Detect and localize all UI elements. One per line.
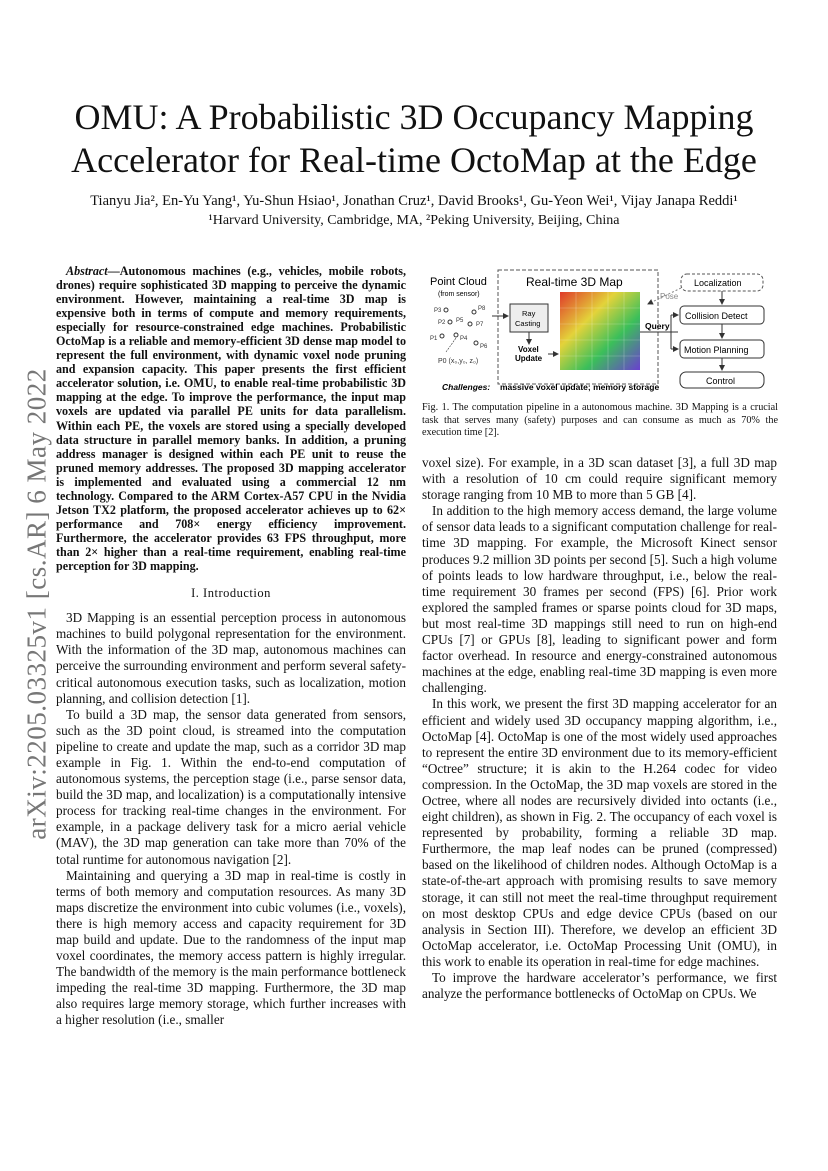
- ray-casting-label-1: Ray: [522, 309, 536, 318]
- intro-paragraph-3: Maintaining and querying a 3D map in real-time is costly in terms of both memory and computation resources. As many 3D maps discretize the environment into cubic volumes (i.e., voxels), there is high memory access and capacity requirement for 3D map build and update. Due to the randomness of the input map voxel coordinates, the memory access pattern is highly irregular. The bandwidth of the memory is the main performance bottleneck impeding the real-time 3D mapping. Furthermore, the 3D map also requires large memory storage, which further increases with a higher resolution (i.e., smaller: [56, 867, 406, 1028]
- from-sensor-label: (from sensor): [438, 291, 480, 298]
- figure-1-pipeline: [426, 268, 776, 398]
- pipeline-diagram: [426, 268, 776, 398]
- author-list: Tianyu Jia², En-Yu Yang¹, Yu-Shun Hsiao¹, Jonathan Cruz¹, David Brooks¹, Gu-Yeon Wei¹, Vijay Janapa Reddi¹: [90, 193, 738, 209]
- query-label: Query: [645, 321, 670, 331]
- voxel-update-label-2: Update: [515, 354, 543, 363]
- collision-detect-label: Collision Detect: [685, 311, 748, 321]
- point-label-p5: P5: [456, 318, 464, 324]
- point-marker: [448, 320, 452, 324]
- point-label-p7: P7: [476, 322, 484, 328]
- figure-1-caption: Fig. 1. The computation pipeline in a autonomous machine. 3D Mapping is a crucial task that serves many (safety) purposes and can consume as much as 70% the execution time [2].: [422, 402, 778, 439]
- arxiv-identifier: arXiv:2205.03325v1 [cs.AR] 6 May 2022: [21, 368, 52, 840]
- abstract-label: Abstract: [66, 264, 108, 278]
- origin-label: P0 (x₀,y₀, z₀): [438, 358, 479, 365]
- map-title: Real-time 3D Map: [526, 275, 623, 289]
- right-paragraph-2: In addition to the high memory access demand, the large volume of sensor data leads to a significant computation challenge for real-time 3D mapping. For example, the Microsoft Kinect sensor produces 9.2 million 3D points per second [5]. Such a high volume of points leads to low hardware throughput, i.e., below the real-time requirement 30 frames per second (FPS) [6]. Prior work explored the sampled frames or sparse points cloud for 3D maps, but most real-time 3D mappings still need to run on high-end CPUs [7] or GPUs [8], leading to significant power and form factor overhead. In resource and energy-constrained autonomous machines at the edge, enabling real-time 3D mapping is even more challenging.: [422, 503, 777, 696]
- point-label-p4: P4: [460, 336, 468, 342]
- voxel-update-label-1: Voxel: [518, 345, 539, 354]
- ray-casting-label-2: Casting: [515, 319, 541, 328]
- challenge-text: massive voxel update; memory storage: [500, 382, 660, 392]
- right-paragraph-3: In this work, we present the first 3D mapping accelerator for an efficient and widely used 3D occupancy mapping algorithm, i.e., OctoMap [4]. OctoMap is one of the most widely used approaches to represent the entire 3D environment due to its memory-efficient “Octree” structure; it is akin to the H.264 codec for video compression. In the OctoMap, the 3D map voxels are stored in the Octree, where all nodes are recursively divided into octants (i.e., eight children), as shown in Fig. 2. The occupancy of each voxel is represented by probability, forming a reliable 3D map. Furthermore, the map leaf nodes can be pruned (compressed) based on the likelihood of children nodes. Although OctoMap is a state-of-the-art approach with promising results to save memory storage, it can still not meet the real-time throughput requirement on most desktop CPUs and edge device CPUs (based on our analysis in Section III). Therefore, we develop an efficient 3D OctoMap accelerator, i.e. OctoMap Processing Unit (OMU), in this work to enable its operation in real-time for edge machines.: [422, 696, 777, 969]
- localization-label: Localization: [694, 278, 742, 288]
- intro-paragraph-1: 3D Mapping is an essential perception process in autonomous machines to build polygonal representation for the environment. With the information of the 3D map, autonomous machines can perceive the surrounding environment and perform several safety-critical autonomous execution tasks, such as localization, motion planning, and collision detection [1].: [56, 610, 406, 706]
- challenge-label: Challenges:: [442, 382, 491, 392]
- affiliations: ¹Harvard University, Cambridge, MA, ²Peking University, Beijing, China: [208, 213, 620, 228]
- point-label-p8: P8: [478, 306, 486, 312]
- control-label: Control: [706, 376, 736, 386]
- point-marker: [454, 333, 458, 337]
- abstract: [56, 264, 406, 573]
- point-marker: [474, 341, 478, 345]
- point-label-p3: P3: [434, 308, 442, 314]
- point-marker: [468, 322, 472, 326]
- right-paragraph-1: voxel size). For example, in a 3D scan dataset [3], a full 3D map with a resolution of 10 cm could require significant memory storage ranging from 10 MB to more than 5 GB [4].: [422, 455, 777, 503]
- paper-title: OMU: A Probabilistic 3D Occupancy Mapping Accelerator for Real-time OctoMap at the Edge: [71, 97, 757, 180]
- motion-planning-label: Motion Planning: [684, 345, 749, 355]
- point-marker: [444, 308, 448, 312]
- point-marker: [440, 334, 444, 338]
- point-marker: [472, 310, 476, 314]
- point-label-p2: P2: [438, 320, 446, 326]
- point-cloud-label: Point Cloud: [430, 276, 487, 288]
- pose-label: Pose: [660, 292, 679, 301]
- right-column: [422, 455, 777, 1002]
- map-visualization: [560, 292, 640, 370]
- intro-paragraph-2: To build a 3D map, the sensor data generated from sensors, such as the 3D point cloud, is streamed into the computation pipeline to create and update the map, such as a corridor 3D map example in Fig. 1. Within the end-to-end computation of autonomous systems, the perception stage (i.e., parse sensor data, build the 3D map, and localization) is a computationally intensive process for tracking real-time changes in the environment. For example, in a package delivery task for a micro aerial vehicle (MAV), the 3D map generation can take more than 70% of the total runtime for autonomous navigation [2].: [56, 706, 406, 867]
- right-paragraph-4: To improve the hardware accelerator’s performance, we first analyze the performance bottlenecks of OctoMap on CPUs. We: [422, 970, 777, 1002]
- section-heading-introduction: I. Introduction: [191, 586, 271, 601]
- arxiv-sidebar: [20, 364, 54, 844]
- point-label-p1: P1: [430, 336, 438, 342]
- point-label-p6: P6: [480, 344, 488, 350]
- left-column: [56, 264, 406, 1029]
- abstract-text: —Autonomous machines (e.g., vehicles, mobile robots, drones) require sophisticated 3D mapping to perceive the dynamic environment. However, maintaining a real-time 3D map is expensive both in terms of compute and memory requirements, especially for resource-constrained edge machines. Probabilistic OctoMap is a reliable and memory-efficient 3D dense map model to represent the full environment, with dynamic voxel node pruning and expansion capacity. This paper presents the first efficient accelerator solution, i.e. OMU, to enable real-time probabilistic 3D mapping at the edge. To improve the performance, the input map voxels are updated via parallel PE units for data parallelism. Within each PE, the voxels are stored using a specially developed data structure in parallel memory banks. In addition, a pruning address manager is designed within each PE unit to reuse the pruned memory addresses. The proposed 3D mapping accelerator is implemented and evaluated using a commercial 12 nm technology. Compared to the ARM Cortex-A57 CPU in the Nvidia Jetson TX2 platform, the proposed accelerator achieves up to 62× performance and 708× energy efficiency improvement. Furthermore, the accelerator provides 63 FPS throughput, more than 2× higher than a real-time requirement, enabling real-time perception for 3D mapping.: [56, 264, 406, 573]
